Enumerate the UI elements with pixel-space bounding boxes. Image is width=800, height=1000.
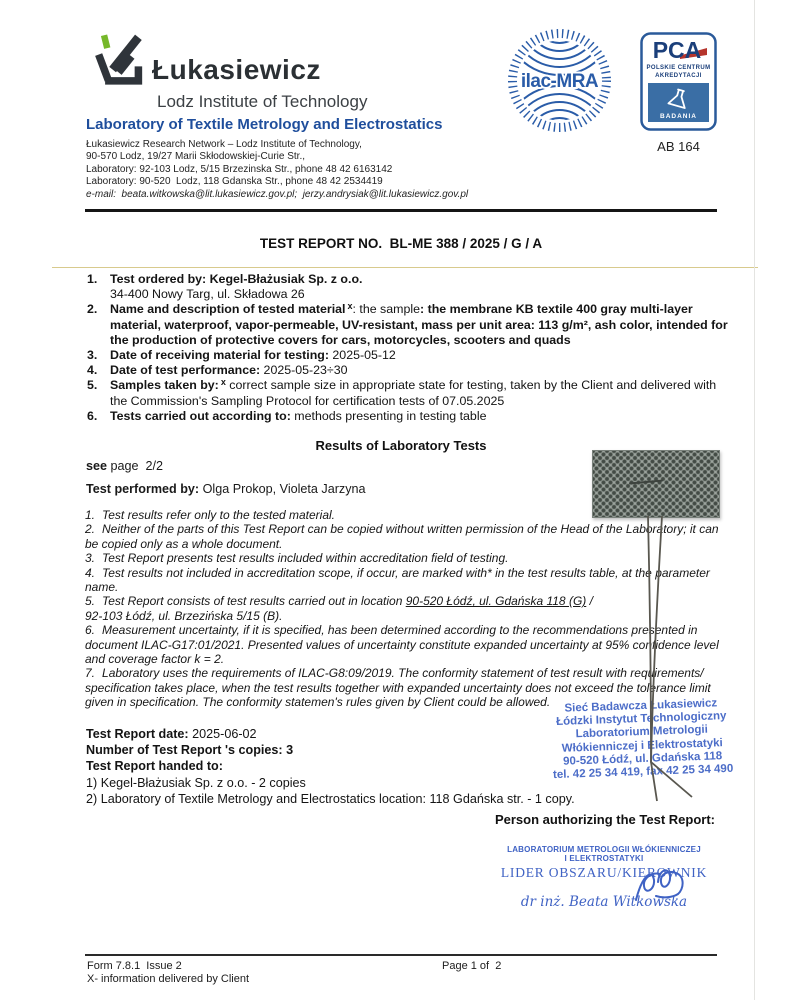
note: 2. Neither of the parts of this Test Report can be copied without written permission of the Head of the Laboratory; it can be copied only as a whole document. bbox=[85, 522, 719, 551]
item-number: 2. bbox=[87, 302, 98, 316]
address-line: Łukasiewicz Research Network – Lodz Institute of Technology, bbox=[86, 139, 362, 150]
list-item-samples-taken bbox=[85, 378, 730, 409]
handed-to-item: 1) Kegel-Błażusiak Sp. z o.o. - 2 copies bbox=[86, 775, 306, 790]
see-value: page 2/2 bbox=[107, 459, 164, 473]
stamp-line: Włókienniczej i Elektrostatyki bbox=[561, 736, 723, 755]
item-text-line2: 34-400 Nowy Targ, ul. Składowa 26 bbox=[110, 287, 305, 301]
brand-subtitle: Lodz Institute of Technology bbox=[157, 92, 368, 111]
performed-value: Olga Prokop, Violeta Jarzyna bbox=[199, 482, 366, 496]
stamp-line: Sieć Badawcza Łukasiewicz bbox=[564, 697, 718, 715]
item-label: Samples taken by: bbox=[110, 378, 219, 392]
list-item-date-received bbox=[85, 348, 730, 363]
item-number: 3. bbox=[87, 348, 98, 362]
pca-badge bbox=[640, 32, 717, 138]
results-heading: Results of Laboratory Tests bbox=[315, 438, 487, 453]
address-line: Laboratory: 92-103 Lodz, 5/15 Brzezinska Str., phone 48 42 6163142 bbox=[86, 163, 393, 175]
footer-divider bbox=[85, 954, 717, 956]
pca-name-line2: AKREDYTACJI bbox=[655, 73, 702, 79]
item-number: 1. bbox=[87, 272, 98, 286]
header-divider bbox=[85, 209, 717, 212]
stamp-line: tel. 42 25 34 419, fax 42 25 34 490 bbox=[552, 762, 734, 782]
note: 6. Measurement uncertainty, if it is specified, has been determined according to the recommendations presented in document ILAC-G17:01/2021. Presented values of uncertainty constitute expanded uncertainty at 95% confidence level and coverage factor k = 2. bbox=[85, 623, 719, 667]
see-page-note bbox=[86, 459, 163, 473]
note: 7. Laboratory uses the requirements of ILAC-G8:09/2019. The conformity statement of test result with requirements/ specification takes place, when the test results together with expanded uncertainty does not exceed the tolerance limit given in specification. The conformity statemen's rules given by Client could be allowed. bbox=[85, 666, 711, 710]
copies-count: Number of Test Report 's copies: 3 bbox=[86, 743, 294, 758]
note: 3. Test Report presents test results included within accreditation field of testing. bbox=[85, 551, 509, 566]
stamp-line: LIDER OBSZARU/KIEROWNIK bbox=[500, 865, 708, 880]
address-line: Laboratory: 90-520 Lodz, 118 Gdanska Str., phone 48 42 2534419 bbox=[86, 176, 383, 188]
footer-form-number: Form 7.8.1 Issue 2 bbox=[87, 960, 182, 972]
lab-address-block bbox=[86, 139, 468, 201]
note: 1. Test results refer only to the tested material. bbox=[85, 508, 336, 522]
item-value: 2025-05-12 bbox=[328, 348, 396, 362]
footer-client-note: X- information delivered by Client bbox=[87, 973, 250, 985]
page-indicator: Page 1 of 2 bbox=[442, 960, 502, 972]
performed-label: Test performed by: bbox=[86, 482, 200, 496]
see-label: see bbox=[86, 459, 108, 473]
pca-acronym: PCA bbox=[652, 37, 702, 63]
pca-accreditation-number: AB 164 bbox=[657, 139, 700, 154]
test-performed-by bbox=[86, 482, 366, 496]
footnote-marker: x bbox=[347, 301, 353, 311]
email-line: e-mail: beata.witkowska@lit.lukasiewicz.gov.pl; jerzy.andrysiak@lit.lukasiewicz.gov.pl bbox=[86, 188, 469, 200]
note-line2: 92-103 Łódź, ul. Brzezińska 5/15 (B). bbox=[85, 608, 283, 623]
signer-name: dr inż. Beata Witkowska bbox=[520, 894, 688, 910]
item-label: Date of receiving material for testing: bbox=[110, 348, 329, 362]
item-value: 2025-05-23÷30 bbox=[260, 363, 348, 377]
item-number: 4. bbox=[87, 363, 98, 377]
item-text: : the sample bbox=[352, 302, 420, 316]
stamp-line: Łódzki Instytut Technologiczny bbox=[555, 710, 727, 729]
item-value: correct sample size in appropriate state for testing, taken by the Client and delivered with the Commission's Sampling Protocol for certification tests of 07.05.2025 bbox=[110, 378, 717, 408]
stamp-line: Laboratorium Metrologii bbox=[575, 724, 709, 741]
report-title: TEST REPORT NO. BL-ME 388 / 2025 / G / A bbox=[259, 236, 543, 251]
item-number: 6. bbox=[87, 409, 98, 423]
note: 5. Test Report consists of test results carried out in location 90-520 Łódź, ul. Gdańska 118 (G) / 92-103 Łódź, ul. Brzezińska 5/15 (B). bbox=[85, 594, 725, 623]
handed-to-label: Test Report handed to: bbox=[86, 759, 223, 774]
note: 4. Test results not included in accreditation scope, if occur, are marked with* in the test results table, at the parameter name. bbox=[85, 565, 710, 595]
lab-title: Laboratory of Textile Metrology and Electrostatics bbox=[86, 116, 443, 133]
report-meta bbox=[86, 726, 575, 807]
ilac-mra-seal bbox=[506, 27, 613, 134]
item-label: Tests carried out according to: bbox=[110, 409, 291, 423]
item-label: Date of test performance: bbox=[110, 363, 261, 377]
list-item-test-methods bbox=[85, 409, 730, 424]
report-date: Test Report date: 2025-06-02 bbox=[86, 727, 257, 741]
list-item-test-ordered-by bbox=[85, 272, 730, 302]
ilac-mra-label: ilac-MRA bbox=[520, 71, 599, 92]
pca-section-label: BADANIA bbox=[660, 113, 697, 120]
brand-title: Łukasiewicz bbox=[152, 54, 321, 85]
underlined-location: 90-520 Łódź, ul. Gdańska 118 (G) bbox=[405, 594, 587, 609]
stamp-line: I ELEKTROSTATYKI bbox=[564, 854, 644, 863]
pca-name-line1: POLSKIE CENTRUM bbox=[646, 65, 711, 71]
item-text: Name and description of tested material bbox=[110, 302, 346, 316]
handed-to-item: 2) Laboratory of Textile Metrology and Electrostatics location: 118 Gdańska str. - 1 copy. bbox=[86, 791, 575, 806]
item-text: Test ordered by: Kegel-Błażusiak Sp. z o.o. bbox=[110, 272, 363, 286]
stamp-line: 90-520 Łódź, ul. Gdańska 118 bbox=[562, 750, 723, 768]
scan-artifact-line bbox=[754, 0, 755, 1000]
stamp-line: LABORATORIUM METROLOGII WŁÓKIENNICZEJ bbox=[507, 845, 701, 854]
item-number: 5. bbox=[87, 378, 98, 392]
person-authorizing-label: Person authorizing the Test Report: bbox=[494, 812, 715, 827]
item-text: : the membrane KB textile 400 gray multi-layer material, waterproof, vapor-permeable, UV-resistant, mass per unit area: 113 g/m², ash color, intended for the production of protective covers for cars, motorcycles, scooters and quads bbox=[110, 302, 728, 347]
list-item-date-performed bbox=[85, 363, 730, 378]
disclaimer-notes bbox=[85, 508, 725, 710]
address-line: 90-570 Lodz, 19/27 Marii Skłodowskiej-Curie Str., bbox=[86, 151, 305, 163]
item-value: methods presenting in testing table bbox=[290, 409, 487, 423]
report-details-list bbox=[85, 272, 730, 424]
thin-divider bbox=[52, 267, 758, 268]
list-item-material-description bbox=[85, 302, 730, 348]
footnote-marker: x bbox=[220, 377, 226, 387]
lukasiewicz-logo-icon bbox=[90, 32, 146, 90]
